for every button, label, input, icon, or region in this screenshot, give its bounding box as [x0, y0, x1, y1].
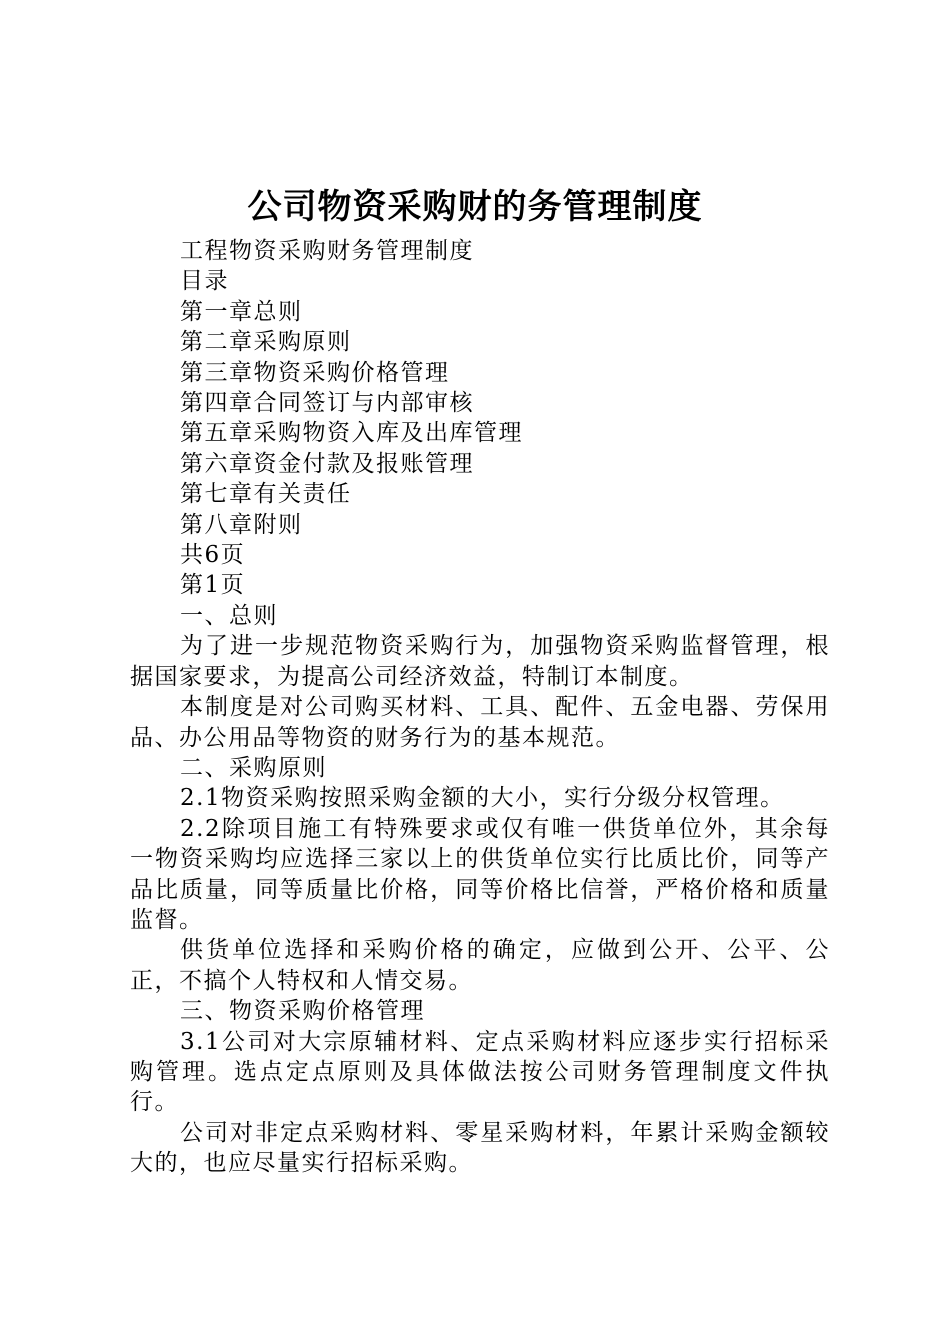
toc-item: 第七章有关责任 — [180, 481, 352, 508]
section-heading: 三、物资采购价格管理 — [180, 998, 425, 1025]
section-heading: 二、采购原则 — [180, 754, 327, 781]
section-heading: 一、总则 — [180, 602, 278, 629]
document-body — [130, 236, 830, 1179]
paragraph: 公司对非定点采购材料、零星采购材料，年累计采购金额较大的，也应尽量实行招标采购。 — [130, 1119, 830, 1177]
toc-item: 第八章附则 — [180, 511, 303, 538]
paragraph: 本制度是对公司购买材料、工具、配件、五金电器、劳保用品、办公用品等物资的财务行为的基本规范。 — [130, 694, 830, 751]
page-number: 第1页 — [180, 572, 246, 599]
paragraph: 为了进一步规范物资采购行为，加强物资采购监督管理，根据国家要求，为提高公司经济效益，特制订本制度。 — [130, 633, 830, 690]
toc-item: 第四章合同签订与内部审核 — [180, 390, 474, 417]
toc-item: 第二章采购原则 — [180, 329, 352, 356]
paragraph: 目录 — [180, 268, 229, 295]
document-title: 公司物资采购财的务管理制度 — [247, 187, 703, 227]
toc-item: 第一章总则 — [180, 298, 303, 325]
toc-item: 第五章采购物资入库及出库管理 — [180, 420, 523, 447]
paragraph: 3.1公司对大宗原辅材料、定点采购材料应逐步实行招标采购管理。选点定点原则及具体做法按公司财务管理制度文件执行。 — [130, 1028, 830, 1116]
page-count: 共6页 — [180, 542, 246, 569]
paragraph: 供货单位选择和采购价格的确定，应做到公开、公平、公正，不搞个人特权和人情交易。 — [130, 937, 830, 994]
paragraph: 2.2除项目施工有特殊要求或仅有唯一供货单位外，其余每一物资采购均应选择三家以上的供货单位实行比质比价，同等产品比质量，同等质量比价格，同等价格比信誉，严格价格和质量监督。 — [130, 815, 830, 933]
paragraph: 2.1物资采购按照采购金额的大小，实行分级分权管理。 — [180, 785, 785, 812]
toc-item: 第三章物资采购价格管理 — [180, 359, 450, 386]
paragraph: 工程物资采购财务管理制度 — [180, 238, 474, 264]
toc-item: 第六章资金付款及报账管理 — [180, 450, 474, 477]
